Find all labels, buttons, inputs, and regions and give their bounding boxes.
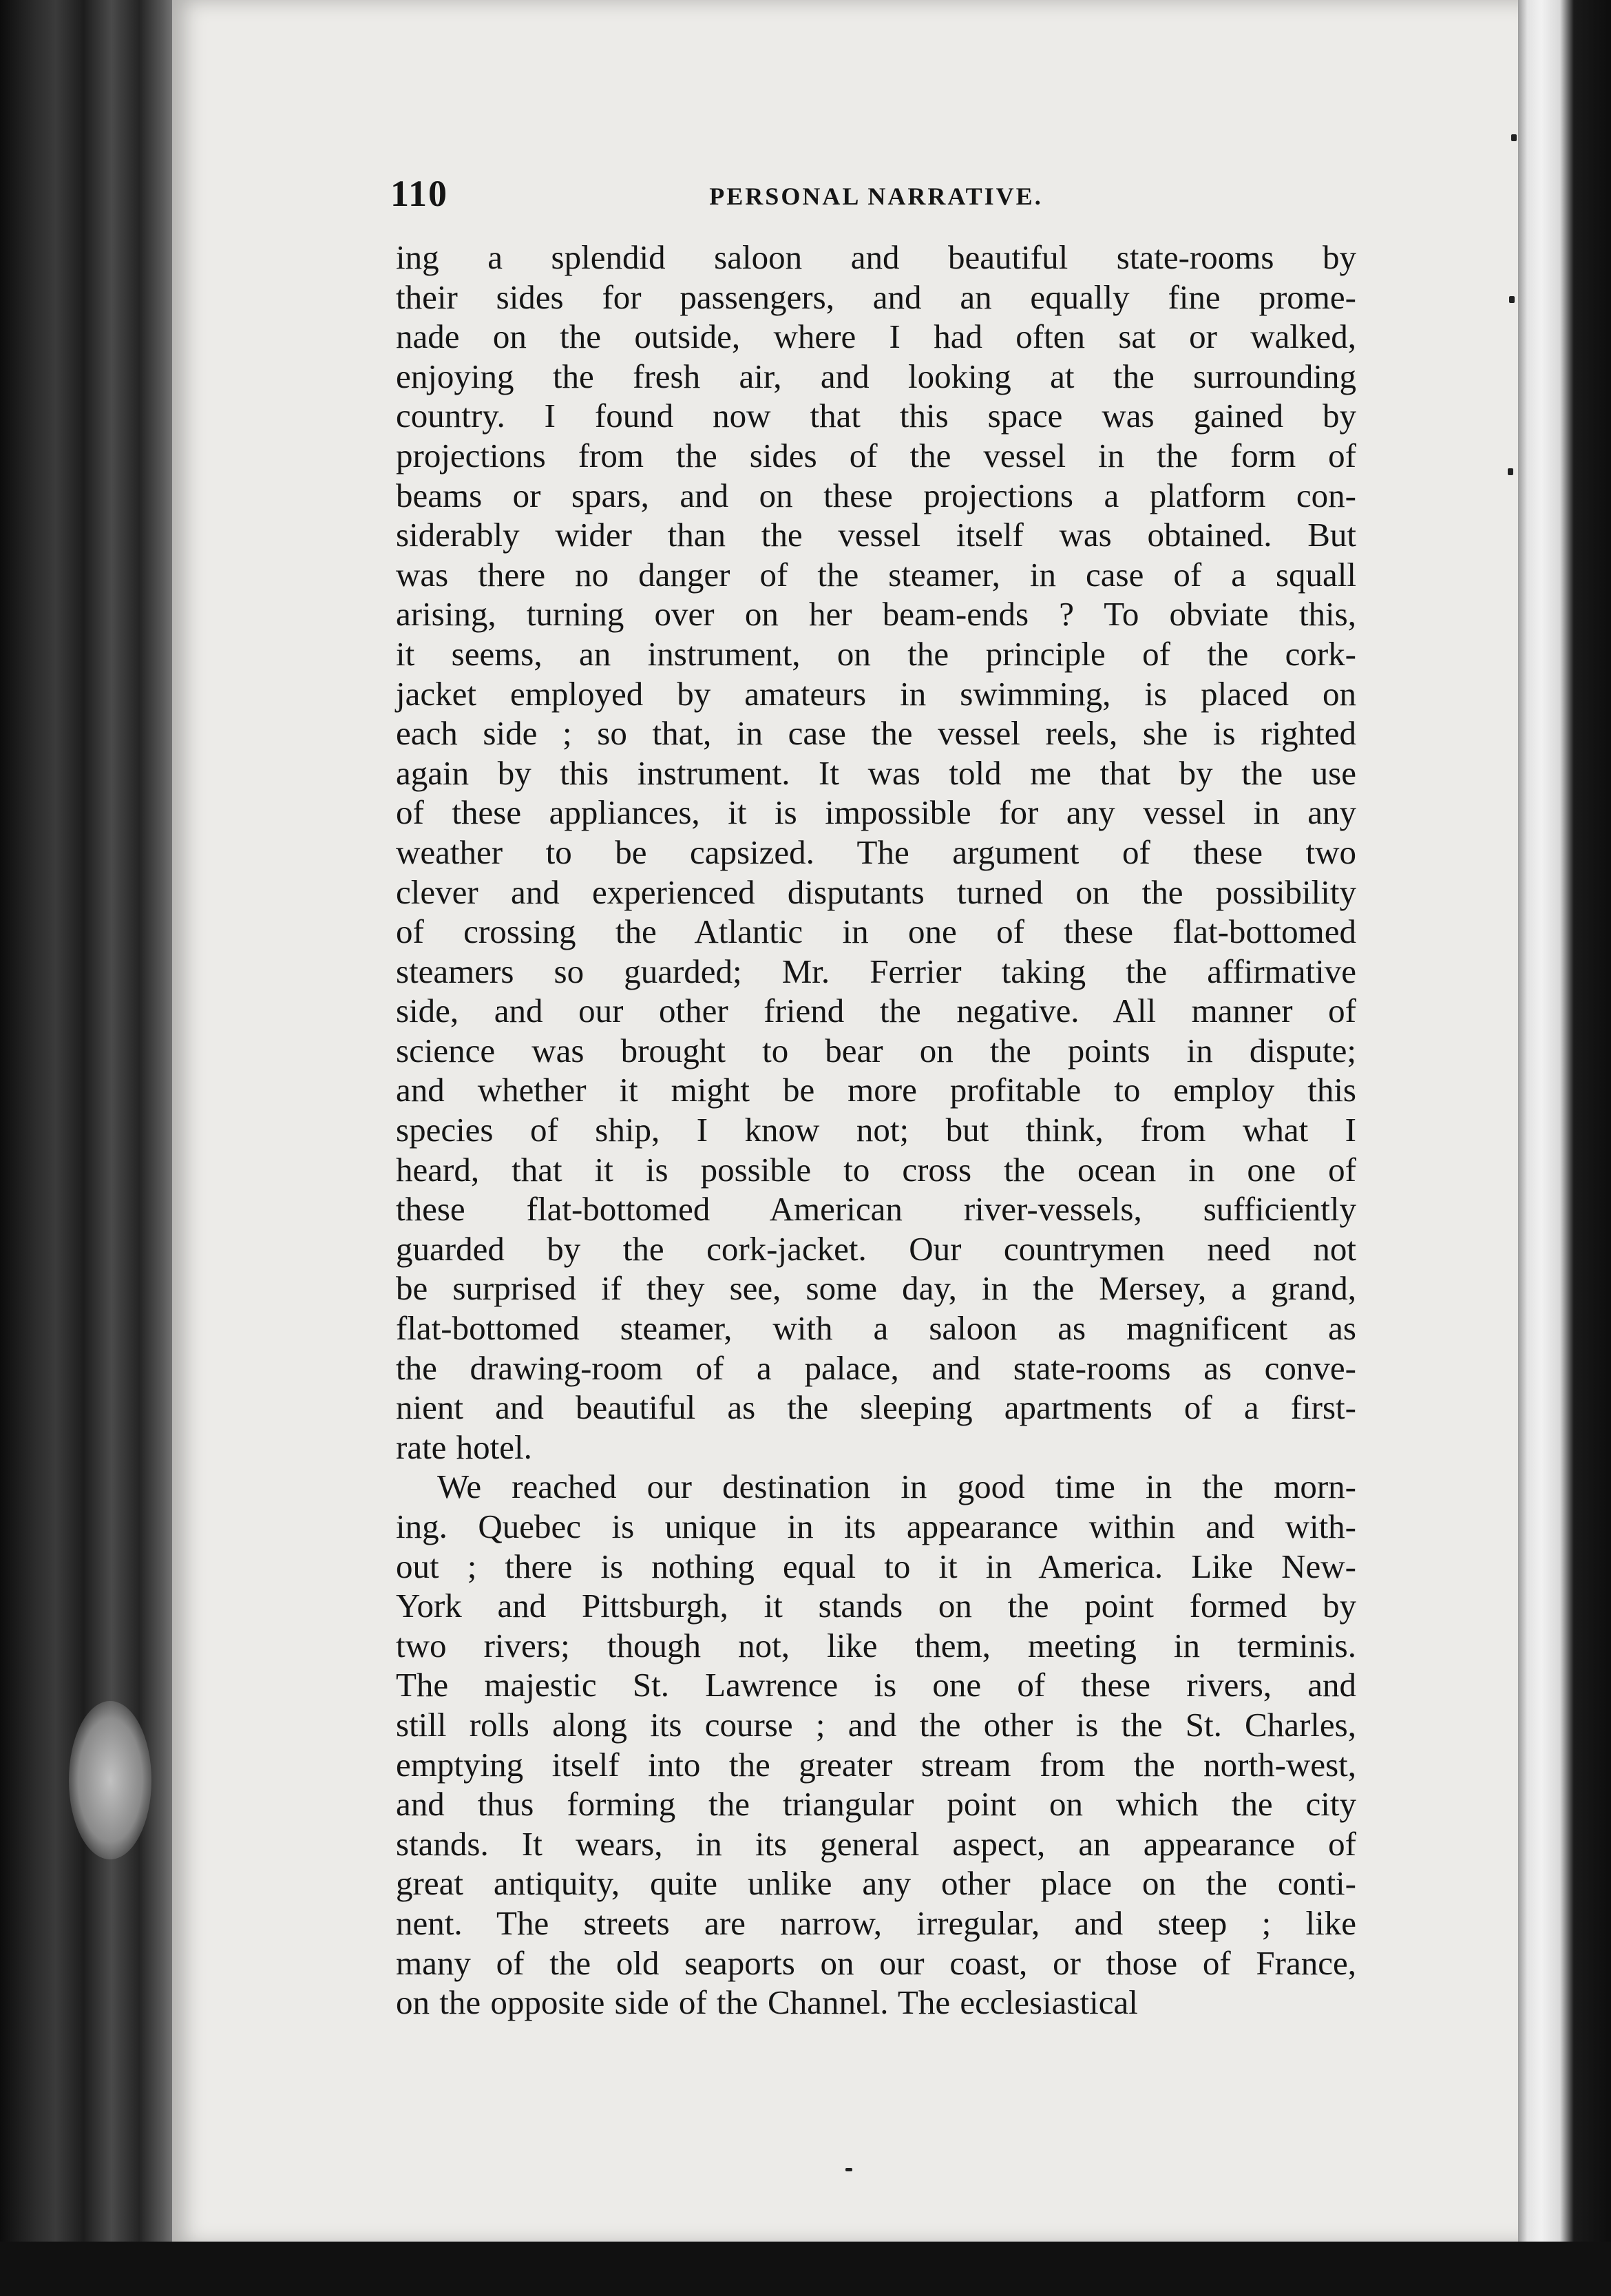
text-line: was there no danger of the steamer, in case of a squall — [396, 555, 1356, 594]
page-header — [390, 172, 1356, 224]
text-line: siderably wider than the vessel itself was obtained. But — [396, 516, 1356, 554]
text-line: rate hotel. — [396, 1428, 532, 1466]
text-line: enjoying the fresh air, and looking at the surrounding — [396, 357, 1356, 395]
text-line: again by this instrument. It was told me that by the use — [396, 753, 1356, 792]
text-line: ing a splendid saloon and beautiful state-rooms by — [396, 238, 1356, 276]
text-line: and thus forming the triangular point on which the city — [396, 1785, 1356, 1824]
text-line: great antiquity, quite unlike any other place on the conti- — [396, 1864, 1356, 1903]
running-head: PERSONAL NARRATIVE. — [709, 182, 1043, 210]
text-line: The majestic St. Lawrence is one of these rivers, and — [396, 1666, 1356, 1704]
text-line: clever and experienced disputants turned on the possibility — [396, 873, 1356, 911]
text-line: of these appliances, it is impossible for any vessel in any — [396, 793, 1356, 832]
ink-speck — [1509, 296, 1515, 303]
text-line: side, and our other friend the negative. All manner of — [396, 992, 1356, 1030]
text-line: country. I found now that this space was gained by — [396, 397, 1356, 435]
text-block — [390, 172, 1356, 2023]
text-line: guarded by the cork-jacket. Our countrymen need not — [396, 1229, 1356, 1268]
text-line: it seems, an instrument, on the principle of the cork- — [396, 634, 1356, 673]
ink-speck — [845, 2168, 852, 2171]
text-line: stands. It wears, in its general aspect, an appearance of — [396, 1824, 1356, 1863]
text-line: their sides for passengers, and an equally fine prome- — [396, 278, 1356, 316]
text-line: of crossing the Atlantic in one of these flat-bottomed — [396, 912, 1356, 951]
text-line: arising, turning over on her beam-ends ? To obviate this, — [396, 595, 1356, 634]
text-line: steamers so guarded; Mr. Ferrier taking the affirmative — [396, 952, 1356, 990]
text-line: We reached our destination in good time in the morn- — [437, 1468, 1356, 1506]
text-line: many of the old seaports on our coast, or those of France, — [396, 1943, 1356, 1982]
scan-margin — [0, 2242, 1611, 2296]
text-line: the drawing-room of a palace, and state-rooms as conve- — [396, 1348, 1356, 1387]
book-binding — [0, 0, 186, 2296]
text-line: beams or spars, and on these projections a platform con- — [396, 476, 1356, 514]
ink-speck — [1511, 134, 1517, 141]
page-edge — [1518, 0, 1611, 2296]
text-line: jacket employed by amateurs in swimming, is placed on — [396, 674, 1356, 713]
text-line: these flat-bottomed American river-vessels, sufficiently — [396, 1190, 1356, 1229]
text-line: out ; there is nothing equal to it in America. Like New- — [396, 1547, 1356, 1585]
text-line: still rolls along its course ; and the other is the St. Charles, — [396, 1705, 1356, 1744]
text-line: each side ; so that, in case the vessel reels, she is righted — [396, 714, 1356, 753]
text-line: species of ship, I know not; but think, from what I — [396, 1111, 1356, 1149]
text-line: nade on the outside, where I had often sat or walked, — [396, 317, 1356, 356]
ink-speck — [1508, 468, 1513, 475]
page-number: 110 — [390, 173, 449, 214]
body-text — [396, 238, 1356, 2023]
text-line: science was brought to bear on the points in dispute; — [396, 1031, 1356, 1069]
text-line: nent. The streets are narrow, irregular, and steep ; like — [396, 1903, 1356, 1942]
text-line: weather to be capsized. The argument of these two — [396, 833, 1356, 871]
text-line: emptying itself into the greater stream from the north-west, — [396, 1745, 1356, 1784]
text-line: projections from the sides of the vessel in the form of — [396, 436, 1356, 474]
text-line: on the opposite side of the Channel. The ecclesiastical — [396, 1983, 1138, 2022]
text-line: York and Pittsburgh, it stands on the point formed by — [396, 1587, 1356, 1625]
text-line: flat-bottomed steamer, with a saloon as magnificent as — [396, 1309, 1356, 1348]
text-line: ing. Quebec is unique in its appearance within and with- — [396, 1507, 1356, 1545]
text-line: and whether it might be more profitable to employ this — [396, 1071, 1356, 1109]
text-line: heard, that it is possible to cross the ocean in one of — [396, 1150, 1356, 1189]
text-line: be surprised if they see, some day, in the Mersey, a grand, — [396, 1269, 1356, 1308]
text-line: two rivers; though not, like them, meeting in terminis. — [396, 1626, 1356, 1664]
paper-stain — [69, 1701, 151, 1859]
text-line: nient and beautiful as the sleeping apartments of a first- — [396, 1388, 1356, 1427]
